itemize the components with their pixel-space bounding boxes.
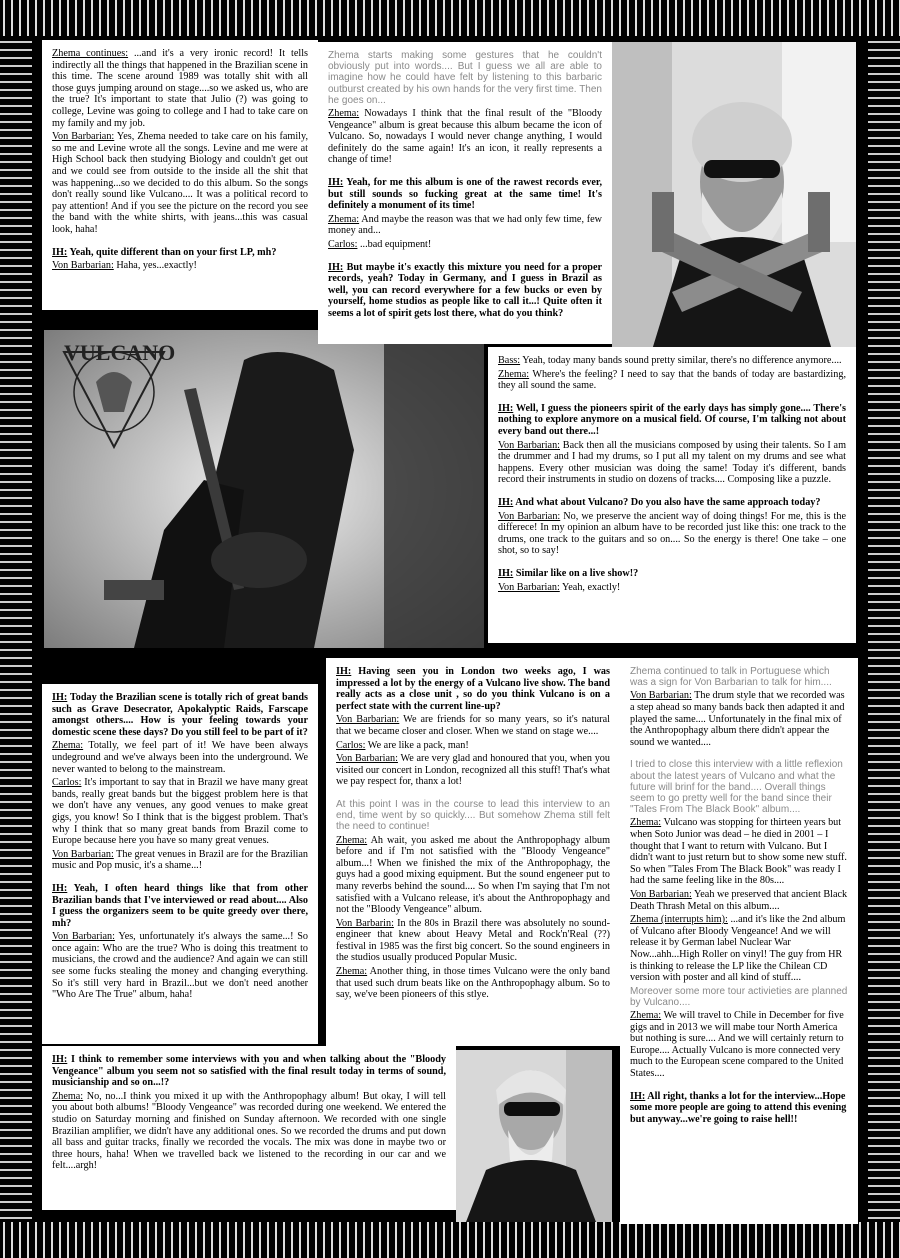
speaker-label: Von Barbarian:: [498, 439, 561, 451]
photo-live-guitarist: [44, 330, 484, 648]
paragraph-gap: [52, 238, 308, 247]
speaker-label: Zhema:: [52, 1090, 84, 1102]
speaker-label: IH:: [328, 176, 344, 188]
answer-paragraph: [630, 817, 848, 887]
speaker-label: IH:: [328, 261, 344, 273]
paragraph-gap: [498, 559, 846, 568]
paragraph-text: Yeah, quite different than on your first LP, mh?: [67, 246, 277, 258]
question-paragraph: [328, 262, 602, 320]
paragraph-text: Back then all the musicians composed by using their talents. So I am the drummer and I had my drums, so I put all my talent on my drums and see what happens. Every other musician was doing the same! Today it's different, bands record their instruments in studio on dozens of tracks.... Composing like a puzzle.: [498, 439, 846, 486]
answer-paragraph: [336, 753, 610, 788]
speaker-label: Zhema:: [328, 108, 360, 120]
answer-paragraph: [498, 511, 846, 557]
paragraph-text: Moreover some more tour activieties are planned by Vulcano....: [630, 985, 848, 1008]
text-panel-6: [622, 660, 856, 1222]
paragraph-gap: [336, 790, 610, 799]
speaker-label: Von Barbarian:: [52, 260, 114, 272]
text-panel-7: [44, 1048, 454, 1208]
answer-paragraph: [328, 108, 602, 166]
paragraph-text: Having seen you in London two weeks ago, I was impressed a lot by the energy of a Vulcano live show. The band really acts as a close unit , so do you think Vulcano is on a perfect state with the current line-up?: [336, 666, 610, 712]
narration-paragraph: [328, 50, 602, 106]
right-border: [868, 36, 900, 1222]
answer-paragraph: [52, 131, 308, 235]
question-paragraph: [336, 666, 610, 712]
answer-paragraph: [630, 690, 848, 748]
speaker-label: IH:: [498, 567, 514, 579]
speaker-label: Carlos:: [328, 238, 358, 250]
answer-paragraph: [52, 260, 308, 272]
paragraph-text: Yeah, today many bands sound pretty similar, there's no difference anymore....: [520, 355, 842, 366]
paragraph-gap: [52, 874, 308, 883]
speaker-label: Zhema:: [630, 817, 662, 829]
photo-von-barbarian-horns: [612, 42, 856, 350]
paragraph-text: Totally, we feel part of it! We have been always undeground and we've always been into the underground. We never wanted to belong to the mainstream.: [52, 740, 308, 775]
paragraph-text: No, we preserve the ancient way of doing things! For me, this is the differece! In my opinion an album have to be recorded just like this: one track to the drums, one track to the guitars and so on.... So the energy is there! One take – one shot, so to say!: [498, 510, 846, 557]
speaker-label: Von Barbarin:: [336, 917, 394, 929]
answer-paragraph: [630, 889, 848, 912]
answer-paragraph: [52, 740, 308, 775]
paragraph-text: Vulcano was stopping for thirteen years but when Soto Junior was dead – he died in 2001 – I thought that I want to return with Vulcano. But I didn't want to just return but to show some new stuff. So when "Tales From The Black Book" was ready I had the same feeling like in the 80s....: [630, 817, 847, 887]
answer-paragraph: [630, 1010, 848, 1080]
question-paragraph: [498, 497, 846, 509]
answer-paragraph: [630, 914, 848, 984]
text-panel-5: [328, 660, 618, 1044]
speaker-label: Von Barbarian:: [630, 690, 692, 702]
narration-paragraph: [630, 666, 848, 688]
paragraph-text: Yes, unfortunately it's always the same...! So once again: Who are the true? Who is doing this treatment to musicians, the crowd and the audience? And again we can still see some fucks stealing the money and changing everything. So it's still very hard in Brazil...but we don't need another "Who Are The True" album, haha!: [52, 931, 309, 1001]
paragraph-gap: [498, 488, 846, 497]
paragraph-text: It's important to say that in Brazil we have many great bands, really great bands but the biggest problem here is that we don't have any venues, any good venues to make great gigs, you know! So I think that is the biggest problem. That's why I think that so many great bands from Brazil come to Europe because here you have so many great venues.: [52, 777, 308, 847]
paragraph-gap: [630, 1082, 848, 1091]
paragraph-text: Zhema continued to talk in Portuguese which was a sign for Von Barbarian to talk for him....: [630, 666, 832, 689]
speaker-label: IH:: [336, 666, 352, 677]
paragraph-text: All right, thanks a lot for the interview...Hope some more people are going to attend this evening but anyway...we're going to raise hell!!: [630, 1090, 847, 1125]
question-paragraph: [52, 247, 308, 259]
paragraph-text: We will travel to Chile in December for five gigs and in 2013 we will mabe tour North America but nothing is sure.... And we will certainly return to Europe.... Actually Vulcano is more connected very much to the European scene compared to the United States....: [630, 1010, 844, 1080]
speaker-label: Carlos:: [336, 739, 366, 751]
speaker-label: Zhema:: [336, 834, 368, 846]
question-paragraph: [328, 177, 602, 212]
paragraph-text: I think to remember some interviews with you and when talking about the "Bloody Vengeance" album you seem not so satisfied with the final result today in terms of sound, musicianship and so on...!?: [52, 1054, 446, 1089]
paragraph-text: ...and it's a very ironic record! It tells indirectly all the things that happened in the Brazilian scene in this time. The scene around 1989 was totally shit with all those guys jumping around on stage....so we asked us, who are the true? It's important to state that Julio (?) was going to college, Levine was going to college and I had to take care on my family and my job.: [52, 48, 308, 129]
speaker-label: Carlos:: [52, 777, 82, 789]
paragraph-text: In the 80s in Brazil there was absolutely no sound-engineer that knew about Heavy Metal and Rock'n'Real (??) festival in 1985 was the first big concert. So the sound engineers in the studios usually produced Popular Music.: [336, 917, 610, 964]
speaker-label: IH:: [498, 402, 514, 414]
paragraph-text: Yeah, exactly!: [559, 581, 621, 593]
speaker-label: Von Barbarian:: [52, 131, 115, 143]
speaker-label: IH:: [52, 246, 68, 258]
speaker-label: Zhema (interrupts him):: [630, 914, 728, 926]
speaker-label: Zhema continues:: [52, 48, 129, 59]
speaker-label: IH:: [52, 692, 68, 703]
speaker-label: Von Barbarian:: [336, 714, 400, 726]
text-panel-3: [490, 349, 854, 641]
paragraph-text: Yes, Zhema needed to take care on his family, so me and Levine wrote all the songs. Levine and me were at High School back then studying Biology and couldn't get out and we could see from outside to the inside all the shit that was happening...so we decided to do this album. So the songs don't really sound like Vulcano.... It was a political record to pay attention! And if you see the picture on the record you see the band with the white shirts, with jeans...this was casual look, haha!: [52, 131, 308, 235]
question-paragraph: [498, 403, 846, 438]
answer-paragraph: [328, 214, 602, 237]
speaker-label: Zhema:: [630, 1010, 662, 1022]
paragraph-text: But maybe it's exactly this mixture you need for a proper records, yeah? Today in Germany, and I guess in Brazil as well, you can record everywhere for a few bucks or even by yourself, home studios as people like to call it...! Quite often it seems a lot of spirit gets lost there, what do you think?: [328, 261, 602, 319]
paragraph-gap: [630, 750, 848, 759]
paragraph-text: Nowadays I think that the final result of the "Bloody Vengeance" album is great because this album became the icon of Vulcano. So, nowadays I would never change anything, I would definitely do the same again! It's an icon, it really represents a change of time!: [328, 108, 602, 166]
paragraph-text: ...and it's like the 2nd album of Vulcano after Bloody Vengeance! And we will release it by German label Nuclear War Now...ahh...High Roller on vinyl! The guy from HR is thinking to release the LP like the Chilean CD version with poster and all kind of stuff....: [630, 914, 846, 984]
speaker-label: Von Barbarian:: [52, 931, 115, 943]
speaker-label: Zhema:: [52, 740, 84, 752]
narration-paragraph: [336, 799, 610, 833]
paragraph-text: We are friends for so many years, so it's natural that we became closer and closer. When we stand on stage we....: [336, 714, 610, 737]
paragraph-gap: [498, 394, 846, 403]
answer-paragraph: [336, 918, 610, 964]
paragraph-gap: [328, 253, 602, 262]
answer-paragraph: [336, 714, 610, 737]
speaker-label: Zhema:: [328, 213, 360, 225]
answer-paragraph: [52, 777, 308, 847]
answer-paragraph: [328, 239, 602, 251]
paragraph-text: Haha, yes...exactly!: [113, 260, 197, 272]
question-paragraph: [52, 692, 308, 738]
paragraph-text: Yeah we preserved that ancient Black Death Thrash Metal on this album....: [630, 888, 848, 912]
question-paragraph: [630, 1091, 848, 1126]
speaker-label: IH:: [630, 1090, 646, 1102]
bottom-border: [0, 1222, 900, 1258]
speaker-label: IH:: [52, 882, 68, 894]
paragraph-text: Zhema starts making some gestures that he couldn't obviously put into words.... But I guess we all are able to imagine how he could have felt by listening to this barbaric outburst created by his own hands for the very first time. Then he goes on...: [328, 50, 602, 106]
answer-paragraph: [52, 48, 308, 129]
speaker-label: Von Barbarian:: [630, 888, 692, 900]
paragraph-text: At this point I was in the course to lead this interview to an end, time went by so quickly.... But somehow Zhema still felt the need to continue!: [336, 798, 610, 833]
speaker-label: Von Barbarian:: [498, 581, 560, 593]
answer-paragraph: [498, 355, 846, 367]
answer-paragraph: [336, 740, 610, 752]
speaker-label: IH:: [52, 1054, 68, 1065]
speaker-label: Von Barbarian:: [52, 848, 114, 860]
paragraph-text: And what about Vulcano? Do you also have the same approach today?: [513, 496, 821, 508]
paragraph-text: We are very glad and honoured that you, when you visited our concert in London, recognized all this stuff! That's what we pay respect for, thanx a lot!: [336, 753, 610, 788]
answer-paragraph: [498, 440, 846, 486]
paragraph-text: The great venues in Brazil are for the Brazilian music and Pop music, it's a shame...!: [52, 848, 308, 872]
paragraph-text: The drum style that we recorded was a step ahead so many bands back then adapted it and played the same.... Unfortunately in the final mix of the Anthropophagy album there didn't appear the sound we wanted....: [630, 690, 845, 748]
paragraph-text: Another thing, in those times Vulcano were the only band that used such drum beats like on the Anthropophagy album. So to say, we've been pioneers of this stlye.: [336, 966, 610, 1001]
paragraph-gap: [328, 168, 602, 177]
answer-paragraph: [52, 1091, 446, 1172]
paragraph-text: Yeah, for me this album is one of the rawest records ever, but still sounds so fucking great at the same time! It's definitely a monument of its time!: [328, 176, 602, 212]
left-border: [0, 36, 32, 1222]
paragraph-text: And maybe the reason was that we had only few time, few money and...: [328, 213, 602, 237]
question-paragraph: [52, 1054, 446, 1089]
speaker-label: Von Barbarian:: [498, 510, 561, 522]
paragraph-text: Well, I guess the pioneers spirit of the early days has simply gone.... There's nothing to explore anymore on a musical field. Of course, I'm talking not about every band out there...!: [498, 402, 846, 437]
narration-paragraph: [630, 759, 848, 815]
speaker-label: IH:: [498, 496, 514, 508]
answer-paragraph: [336, 966, 610, 1001]
speaker-label: Zhema:: [498, 368, 530, 380]
paragraph-text: ...bad equipment!: [357, 238, 432, 250]
text-panel-1: [44, 42, 316, 308]
narration-paragraph: [630, 986, 848, 1008]
vulcano-logo: VULCANO: [64, 340, 176, 365]
answer-paragraph: [52, 931, 308, 1001]
paragraph-text: Where's the feeling? I need to say that the bands of today are bastardizing, they all sound the same.: [498, 368, 846, 392]
top-border: [0, 0, 900, 36]
speaker-label: Zhema:: [336, 966, 368, 978]
speaker-label: Von Barbarian:: [336, 753, 398, 765]
question-paragraph: [52, 883, 308, 929]
text-panel-2: [320, 44, 610, 342]
photo-zhema-sunglasses: [456, 1050, 612, 1222]
paragraph-text: No, no...I think you mixed it up with the Anthropophagy album! But okay, I will tell you about both albums! "Bloody Vengeance" was recorded during one weekend. We entered the studio on Saturday morning and finished on Sunday afternoon. We recorded with one single Brazilian amplifier, we didn't have any additional ones. So we recorded the drums and put down all bass and guitar tracks, finally we recorded the vocals. The mix was done in maybe two or three hours, haha! When we travelled back we listened to the recording in our car and we felt....argh!: [52, 1090, 446, 1172]
answer-paragraph: [336, 835, 610, 916]
answer-paragraph: [52, 849, 308, 872]
answer-paragraph: [498, 369, 846, 392]
paragraph-text: Ah wait, you asked me about the Anthropophagy album before and if I'm not satisfied with the "Bloody Vengeance" album...! When we finished the mix of the Anthropophagy, the guys had a good mixing equipment. But the sound engeneer put to many reverbs behind the sound.... So when I'm saying that I'm not satisfied with a Vulcano release, it's about the Anthropophagy and not the "Bloody Vengeance" album.: [336, 834, 610, 916]
paragraph-text: Yeah, I often heard things like that from other Brazilian bands that I've interviewed or read about.... Also I guess the organizers seem to be quite greedy over there, mh?: [52, 882, 308, 929]
answer-paragraph: [498, 582, 846, 594]
paragraph-text: Today the Brazilian scene is totally rich of great bands such as Grave Desecrator, Apokalyptic Raids, Farscape amongst others.... How is your feeling towards your domestic scene these days? Do you still feel to be part of it?: [52, 692, 308, 738]
question-paragraph: [498, 568, 846, 580]
speaker-label: Bass:: [498, 355, 521, 366]
paragraph-text: Similar like on a live show!?: [513, 567, 639, 579]
paragraph-text: We are like a pack, man!: [365, 739, 469, 751]
paragraph-text: I tried to close this interview with a little reflexion about the latest years of Vulcano and what the future will brinf for the band.... Overall things seem to go pretty well for the band since their "Tales From The Black Book" album....: [630, 759, 843, 816]
text-panel-4: [44, 686, 316, 1042]
